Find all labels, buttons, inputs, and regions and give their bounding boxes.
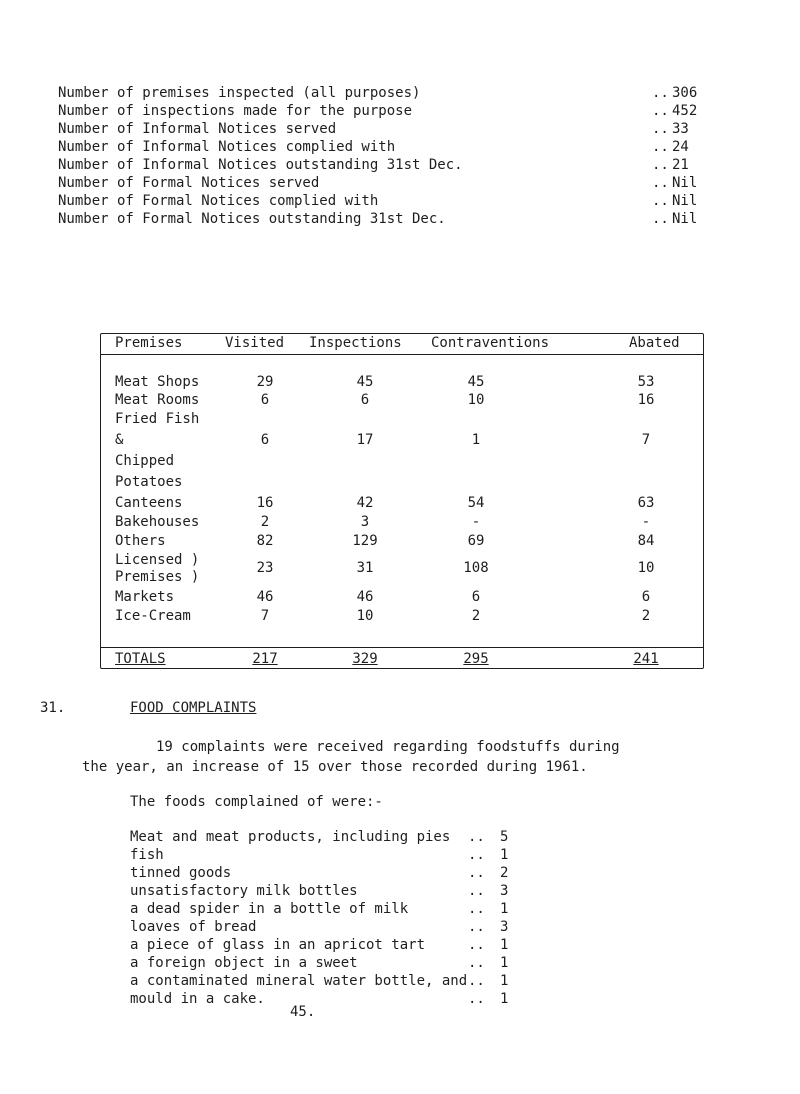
page-number: 45. — [290, 1004, 316, 1020]
stat-leader: .. — [652, 121, 669, 137]
stat-leader: .. — [652, 103, 669, 119]
section-title: FOOD COMPLAINTS — [130, 700, 257, 716]
food-count: 5 — [500, 829, 509, 845]
stat-leader: .. — [652, 211, 669, 227]
food-leader: .. — [468, 955, 485, 971]
cell-abated: 63 — [637, 495, 655, 511]
stat-label: Number of Formal Notices outstanding 31st Dec. — [58, 211, 446, 227]
food-leader: .. — [468, 919, 485, 935]
totals-row — [101, 650, 703, 668]
list-item — [130, 882, 690, 900]
stat-label: Number of Formal Notices served — [58, 175, 320, 191]
table-row — [101, 391, 703, 409]
stat-label: Number of Informal Notices served — [58, 121, 337, 137]
list-item — [130, 954, 690, 972]
cell-contraventions: 2 — [471, 608, 481, 624]
food-count: 1 — [500, 955, 509, 971]
cell-abated: 84 — [637, 533, 655, 549]
stat-value: Nil — [672, 211, 698, 227]
cell-abated: 7 — [641, 432, 651, 448]
header-abated: Abated — [629, 335, 680, 351]
table-header — [101, 334, 703, 352]
cell-visited: 46 — [256, 589, 274, 605]
food-label: fish — [130, 847, 164, 863]
cell-inspections: 10 — [356, 608, 374, 624]
stat-value: 33 — [672, 121, 689, 137]
food-leader: .. — [468, 973, 485, 989]
foods-intro: The foods complained of were:- — [130, 794, 383, 810]
table-row — [101, 473, 703, 491]
cell-contraventions: 45 — [467, 374, 485, 390]
list-item — [130, 990, 690, 1008]
cell-visited: 82 — [256, 533, 274, 549]
list-item — [130, 846, 690, 864]
stat-leader: .. — [652, 193, 669, 209]
cell-premises: Potatoes — [115, 474, 183, 490]
cell-premises: Chipped — [115, 453, 175, 469]
cell-visited: 6 — [260, 432, 270, 448]
table-row — [101, 373, 703, 391]
list-item — [130, 828, 690, 846]
food-label: a foreign object in a sweet — [130, 955, 358, 971]
cell-visited: 16 — [256, 495, 274, 511]
total-visited: 217 — [252, 651, 278, 667]
food-count: 1 — [500, 991, 509, 1007]
cell-abated: 2 — [641, 608, 651, 624]
stat-label: Number of inspections made for the purpose — [58, 103, 413, 119]
food-label: Meat and meat products, including pies — [130, 829, 451, 845]
cell-premises: Licensed ) — [115, 552, 200, 568]
cell-visited: 2 — [260, 514, 270, 530]
cell-inspections: 42 — [356, 495, 374, 511]
food-label: a dead spider in a bottle of milk — [130, 901, 409, 917]
food-leader: .. — [468, 991, 485, 1007]
food-count: 3 — [500, 919, 509, 935]
header-visited: Visited — [225, 335, 285, 351]
stat-row — [58, 192, 698, 210]
stat-row — [58, 102, 698, 120]
cell-abated: 10 — [637, 560, 655, 576]
table-row — [101, 452, 703, 470]
cell-visited: 23 — [256, 560, 274, 576]
cell-visited: 29 — [256, 374, 274, 390]
section-number: 31. — [40, 700, 66, 716]
totals-label: TOTALS — [115, 651, 166, 667]
cell-contraventions: - — [471, 514, 481, 530]
cell-contraventions: 6 — [471, 589, 481, 605]
stat-row — [58, 156, 698, 174]
total-abated: 241 — [633, 651, 659, 667]
complaints-paragraph — [82, 737, 770, 777]
table-row — [101, 513, 703, 531]
cell-premises: Others — [115, 533, 166, 549]
cell-abated: - — [641, 514, 651, 530]
cell-contraventions: 69 — [467, 533, 485, 549]
list-item — [130, 900, 690, 918]
cell-contraventions: 54 — [467, 495, 485, 511]
cell-contraventions: 1 — [471, 432, 481, 448]
stat-label: Number of premises inspected (all purposes) — [58, 85, 421, 101]
food-leader: .. — [468, 829, 485, 845]
stat-row — [58, 84, 698, 102]
stat-value: 21 — [672, 157, 689, 173]
food-leader: .. — [468, 847, 485, 863]
cell-premises: Fried Fish — [115, 411, 200, 427]
cell-inspections: 17 — [356, 432, 374, 448]
table-row — [101, 494, 703, 512]
cell-premises: Bakehouses — [115, 514, 200, 530]
cell-abated: 16 — [637, 392, 655, 408]
stat-label: Number of Informal Notices outstanding 31st Dec. — [58, 157, 463, 173]
cell-inspections: 46 — [356, 589, 374, 605]
paragraph-line: 19 complaints were received regarding foodstuffs during — [156, 739, 620, 755]
header-premises: Premises — [115, 335, 183, 351]
table-row — [101, 532, 703, 550]
stat-row — [58, 174, 698, 192]
header-contraventions: Contraventions — [431, 335, 550, 351]
food-count: 1 — [500, 901, 509, 917]
table-row — [101, 410, 703, 428]
stat-row — [58, 120, 698, 138]
stat-leader: .. — [652, 139, 669, 155]
stat-value: 24 — [672, 139, 689, 155]
stat-row — [58, 210, 698, 228]
cell-premises: Markets — [115, 589, 175, 605]
total-contraventions: 295 — [463, 651, 489, 667]
cell-visited: 7 — [260, 608, 270, 624]
food-label: a piece of glass in an apricot tart — [130, 937, 426, 953]
cell-inspections: 6 — [360, 392, 370, 408]
cell-contraventions: 108 — [463, 560, 489, 576]
table-row — [101, 607, 703, 625]
cell-premises: Premises ) — [115, 569, 200, 585]
food-count: 1 — [500, 973, 509, 989]
food-label: loaves of bread — [130, 919, 257, 935]
table-row — [101, 431, 703, 449]
cell-abated: 53 — [637, 374, 655, 390]
list-item — [130, 936, 690, 954]
cell-abated: 6 — [641, 589, 651, 605]
total-inspections: 329 — [352, 651, 378, 667]
inspection-statistics — [58, 84, 698, 228]
food-leader: .. — [468, 901, 485, 917]
cell-premises: Meat Rooms — [115, 392, 200, 408]
cell-premises: & — [115, 432, 124, 448]
table-row — [101, 588, 703, 606]
totals-divider — [101, 647, 703, 648]
food-count: 2 — [500, 865, 509, 881]
paragraph-line: the year, an increase of 15 over those recorded during 1961. — [82, 759, 588, 775]
stat-value: 452 — [672, 103, 698, 119]
food-leader: .. — [468, 883, 485, 899]
cell-premises: Meat Shops — [115, 374, 200, 390]
stat-row — [58, 138, 698, 156]
food-label: a contaminated mineral water bottle, and — [130, 973, 468, 989]
cell-premises: Ice-Cream — [115, 608, 191, 624]
cell-contraventions: 10 — [467, 392, 485, 408]
food-label: tinned goods — [130, 865, 232, 881]
stat-label: Number of Formal Notices complied with — [58, 193, 379, 209]
stat-leader: .. — [652, 157, 669, 173]
stat-leader: .. — [652, 175, 669, 191]
food-leader: .. — [468, 937, 485, 953]
cell-premises: Canteens — [115, 495, 183, 511]
stat-label: Number of Informal Notices complied with — [58, 139, 396, 155]
stat-value: Nil — [672, 193, 698, 209]
stat-leader: .. — [652, 85, 669, 101]
list-item — [130, 972, 690, 990]
header-inspections: Inspections — [309, 335, 402, 351]
food-leader: .. — [468, 865, 485, 881]
food-complaints-list — [130, 828, 690, 1008]
food-count: 3 — [500, 883, 509, 899]
stat-value: 306 — [672, 85, 698, 101]
cell-inspections: 45 — [356, 374, 374, 390]
food-count: 1 — [500, 847, 509, 863]
food-count: 1 — [500, 937, 509, 953]
header-divider — [101, 354, 703, 355]
premises-table — [100, 333, 704, 669]
cell-inspections: 3 — [360, 514, 370, 530]
cell-inspections: 129 — [352, 533, 378, 549]
food-label: unsatisfactory milk bottles — [130, 883, 358, 899]
list-item — [130, 918, 690, 936]
food-label: mould in a cake. — [130, 991, 265, 1007]
cell-inspections: 31 — [356, 560, 374, 576]
stat-value: Nil — [672, 175, 698, 191]
list-item — [130, 864, 690, 882]
cell-visited: 6 — [260, 392, 270, 408]
